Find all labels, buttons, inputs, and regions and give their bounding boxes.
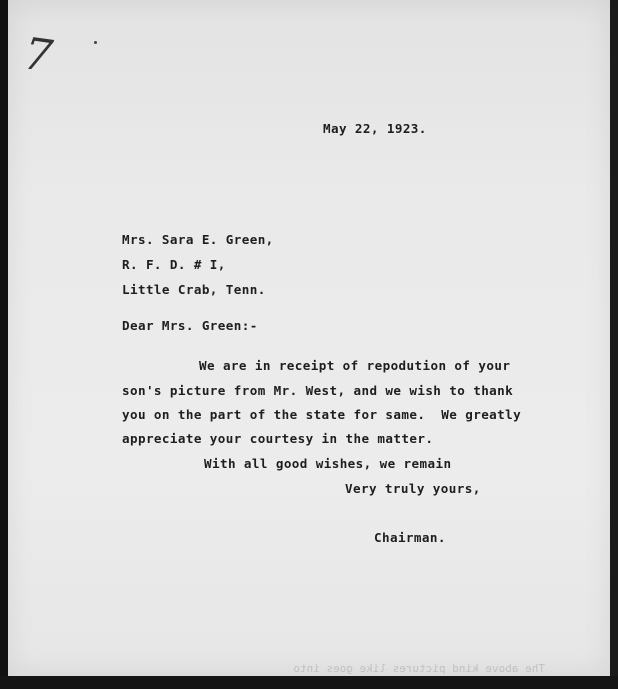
ink-dot <box>94 41 97 44</box>
letter-page <box>8 0 610 676</box>
body-line-1: We are in receipt of repodution of your <box>199 358 511 373</box>
closing-wishes: With all good wishes, we remain <box>204 456 452 471</box>
body-line-4: appreciate your courtesy in the matter. <box>122 431 434 446</box>
address-line-1: Mrs. Sara E. Green, <box>122 232 274 247</box>
signature-title: Chairman. <box>374 530 446 545</box>
body-line-2: son's picture from Mr. West, and we wish to thank <box>122 383 514 398</box>
body-line-3: you on the part of the state for same. We greatly <box>122 407 522 422</box>
bleed-through-text: The above kind pictures like goes into <box>293 662 545 675</box>
page-number-mark: 7 <box>20 28 56 83</box>
scan-edge-right <box>610 0 618 689</box>
letter-date: May 22, 1923. <box>323 121 427 136</box>
complimentary-close: Very truly yours, <box>345 481 481 496</box>
scan-edge-bottom <box>0 676 618 689</box>
address-line-3: Little Crab, Tenn. <box>122 282 266 297</box>
address-line-2: R. F. D. # I, <box>122 257 226 272</box>
salutation: Dear Mrs. Green:- <box>122 318 258 333</box>
